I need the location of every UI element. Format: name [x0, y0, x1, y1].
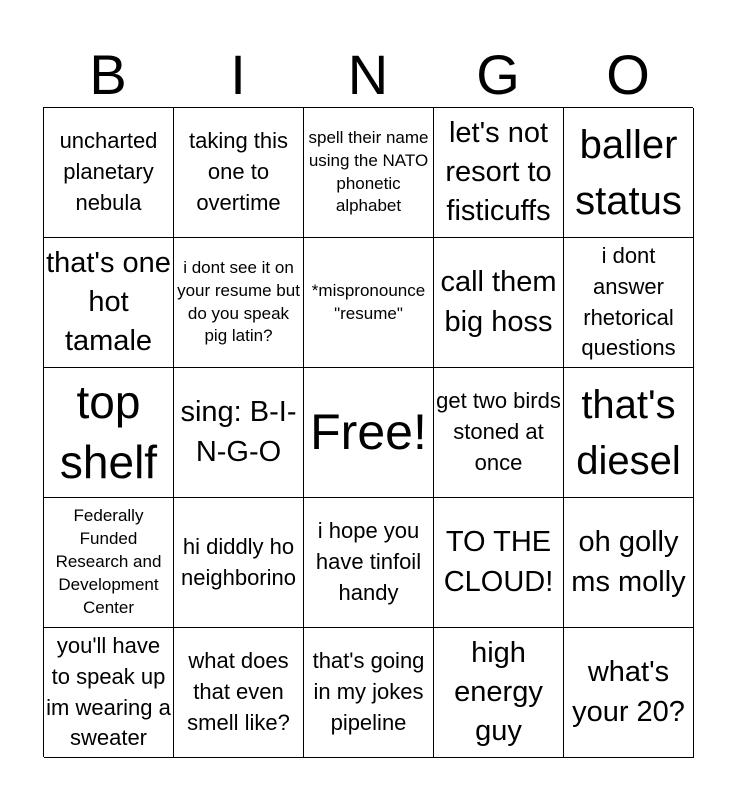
- bingo-cell-text: *mispronounce "resume": [311, 280, 426, 323]
- bingo-cell[interactable]: [434, 368, 564, 498]
- header-letter-n: N: [347, 43, 389, 106]
- bingo-cell[interactable]: [564, 368, 694, 498]
- bingo-cell[interactable]: [174, 498, 304, 628]
- bingo-cell-text: i dont answer rhetorical questions: [581, 242, 676, 361]
- bingo-cell[interactable]: [564, 108, 694, 238]
- bingo-cell-text: high energy guy: [454, 636, 543, 748]
- bingo-cell[interactable]: [44, 498, 174, 628]
- bingo-cell-text: you'll have to speak up im wearing a sweater: [46, 632, 171, 751]
- bingo-cell-text: taking this one to overtime: [188, 128, 289, 215]
- bingo-cell[interactable]: [564, 498, 694, 628]
- bingo-cell[interactable]: [44, 108, 174, 238]
- bingo-cell-text: baller status: [575, 122, 682, 223]
- bingo-cell[interactable]: [434, 238, 564, 368]
- bingo-cell[interactable]: [434, 498, 564, 628]
- bingo-cell[interactable]: [174, 628, 304, 758]
- bingo-cell-text: spell their name using the NATO phonetic alphabet: [308, 127, 429, 216]
- bingo-cell-text: uncharted planetary nebula: [59, 128, 158, 215]
- bingo-cell-text: i dont see it on your resume but do you speak pig latin?: [177, 257, 300, 346]
- bingo-cell[interactable]: [44, 368, 174, 498]
- bingo-free-cell[interactable]: [304, 368, 434, 498]
- header-letter-o: O: [606, 43, 650, 106]
- bingo-cell-text: oh golly ms molly: [571, 526, 686, 598]
- bingo-cell-text: TO THE CLOUD!: [443, 526, 554, 598]
- bingo-card-grid: [43, 107, 693, 757]
- bingo-cell[interactable]: [304, 238, 434, 368]
- bingo-cell[interactable]: [174, 238, 304, 368]
- header-letter-b: B: [89, 43, 127, 106]
- bingo-cell[interactable]: [174, 108, 304, 238]
- bingo-cell[interactable]: [44, 238, 174, 368]
- bingo-cell-text: call them big hoss: [440, 266, 557, 338]
- bingo-cell[interactable]: [44, 628, 174, 758]
- bingo-cell-text: let's not resort to fisticuffs: [445, 116, 552, 228]
- bingo-cell-text: what's your 20?: [572, 656, 685, 728]
- bingo-cell[interactable]: [564, 238, 694, 368]
- bingo-cell-text: Federally Funded Research and Development Center: [55, 506, 162, 617]
- bingo-cell-text: i hope you have tinfoil handy: [315, 518, 422, 605]
- header-letter-g: G: [476, 43, 520, 106]
- header-letter-i: I: [230, 43, 246, 106]
- bingo-cell-text: hi diddly ho neighborino: [181, 533, 296, 590]
- bingo-cell-text: sing: B-I-N-G-O: [180, 396, 297, 468]
- bingo-cell[interactable]: [304, 628, 434, 758]
- bingo-cell-text: that's one hot tamale: [46, 246, 171, 358]
- bingo-header: [43, 44, 693, 106]
- bingo-cell-text: what does that even smell like?: [187, 648, 290, 735]
- bingo-cell[interactable]: [304, 498, 434, 628]
- bingo-cell-text: get two birds stoned at once: [436, 388, 561, 475]
- bingo-cell[interactable]: [434, 108, 564, 238]
- bingo-cell-text: that's diesel: [576, 382, 681, 483]
- bingo-cell[interactable]: [564, 628, 694, 758]
- bingo-cell-text: top shelf: [59, 375, 158, 488]
- bingo-cell[interactable]: [174, 368, 304, 498]
- bingo-cell-text: that's going in my jokes pipeline: [312, 648, 425, 735]
- bingo-cell[interactable]: [434, 628, 564, 758]
- bingo-cell-text: Free!: [310, 404, 427, 461]
- bingo-cell[interactable]: [304, 108, 434, 238]
